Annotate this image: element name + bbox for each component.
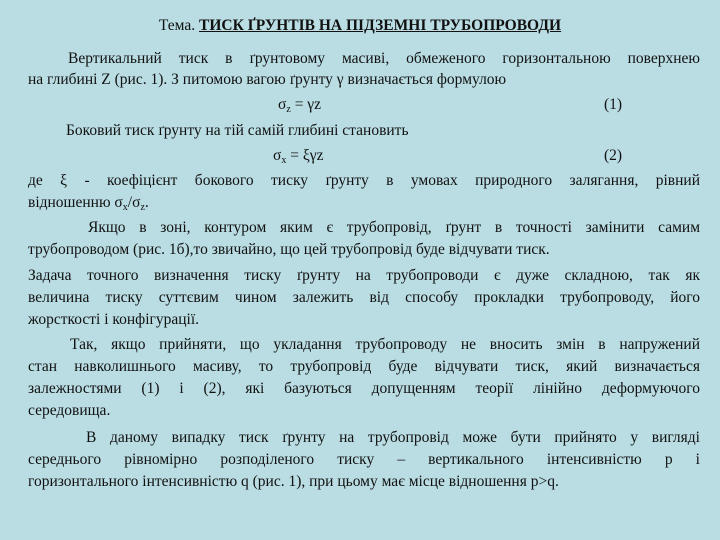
p3-suffix: . — [144, 194, 149, 211]
formula-1-rhs: = γz — [290, 96, 322, 113]
p3-sub-z: z — [140, 202, 145, 213]
paragraph-1-line-1: Вертикальний тиск в ґрунтовому масиві, обмеженого горизонтальною поверхнею — [68, 50, 700, 67]
paragraph-6-line-4: середовища. — [28, 402, 111, 419]
formula-2-number: (2) — [604, 147, 623, 164]
p3-prefix: відношенню σ — [28, 194, 123, 211]
paragraph-1-line-2: на глибині Z (рис. 1). З питомою вагою ґрунту γ визначається формулою — [28, 71, 507, 88]
title-topic: ТИСК ҐРУНТІВ НА ПІДЗЕМНІ ТРУБОПРОВОДИ — [199, 17, 562, 34]
paragraph-6-line-3: залежностями (1) і (2), які базуються допущенням теорії лінійно деформуючого — [28, 380, 700, 397]
paragraph-6-line-1: Так, якщо прийняти, що укладання трубопроводу не вносить змін в напружений — [70, 336, 700, 353]
paragraph-3-line-2 — [28, 193, 700, 213]
paragraph-6-line-2: стан навколишнього масиву, то трубопровід буде відчувати тиск, який визначається — [28, 358, 700, 375]
formula-2 — [273, 146, 324, 166]
paragraph-2-line-1: Боковий тиск ґрунту на тій самій глибині становить — [66, 122, 409, 139]
formula-1-number: (1) — [604, 96, 623, 113]
p3-sub-x: х — [122, 202, 128, 213]
paragraph-5-line-1: Задача точного визначення тиску ґрунту на трубопроводи є дуже складною, так як — [28, 267, 700, 284]
formula-1 — [278, 95, 321, 115]
paragraph-4-line-1: Якщо в зоні, контуром яким є трубопровід, ґрунт в точності замінити самим — [88, 219, 700, 236]
formula-1-subscript: z — [286, 104, 291, 115]
formula-1-sigma: σ — [278, 96, 287, 113]
paragraph-5-line-3: жорсткості і конфігурації. — [28, 311, 200, 328]
paragraph-7-line-3: горизонтального інтенсивністю q (рис. 1), при цьому має місце відношення p>q. — [28, 473, 559, 490]
p3-mid: /σ — [127, 194, 141, 211]
formula-2-sigma: σ — [273, 147, 282, 164]
paragraph-5-line-2: величина тиску суттєвим чином залежить від способу прокладки трубопроводу, його — [28, 289, 700, 306]
page-title — [0, 16, 720, 36]
formula-2-rhs: = ξγz — [286, 147, 324, 164]
paragraph-3-line-1: де ξ - коефіцієнт бокового тиску ґрунту в умовах природного залягання, рівний — [28, 172, 700, 189]
paragraph-7-line-1: В даному випадку тиск ґрунту на трубопровід може бути прийнято у вигляді — [86, 429, 700, 446]
paragraph-4-line-2: трубопроводом (рис. 1б),то звичайно, що цей трубопровід буде відчувати тиск. — [28, 241, 550, 258]
paragraph-7-line-2: середнього рівномірно розподіленого тиску – вертикального інтенсивністю р і — [28, 451, 700, 468]
title-label: Тема. — [158, 17, 199, 34]
formula-2-subscript: x — [281, 155, 287, 166]
